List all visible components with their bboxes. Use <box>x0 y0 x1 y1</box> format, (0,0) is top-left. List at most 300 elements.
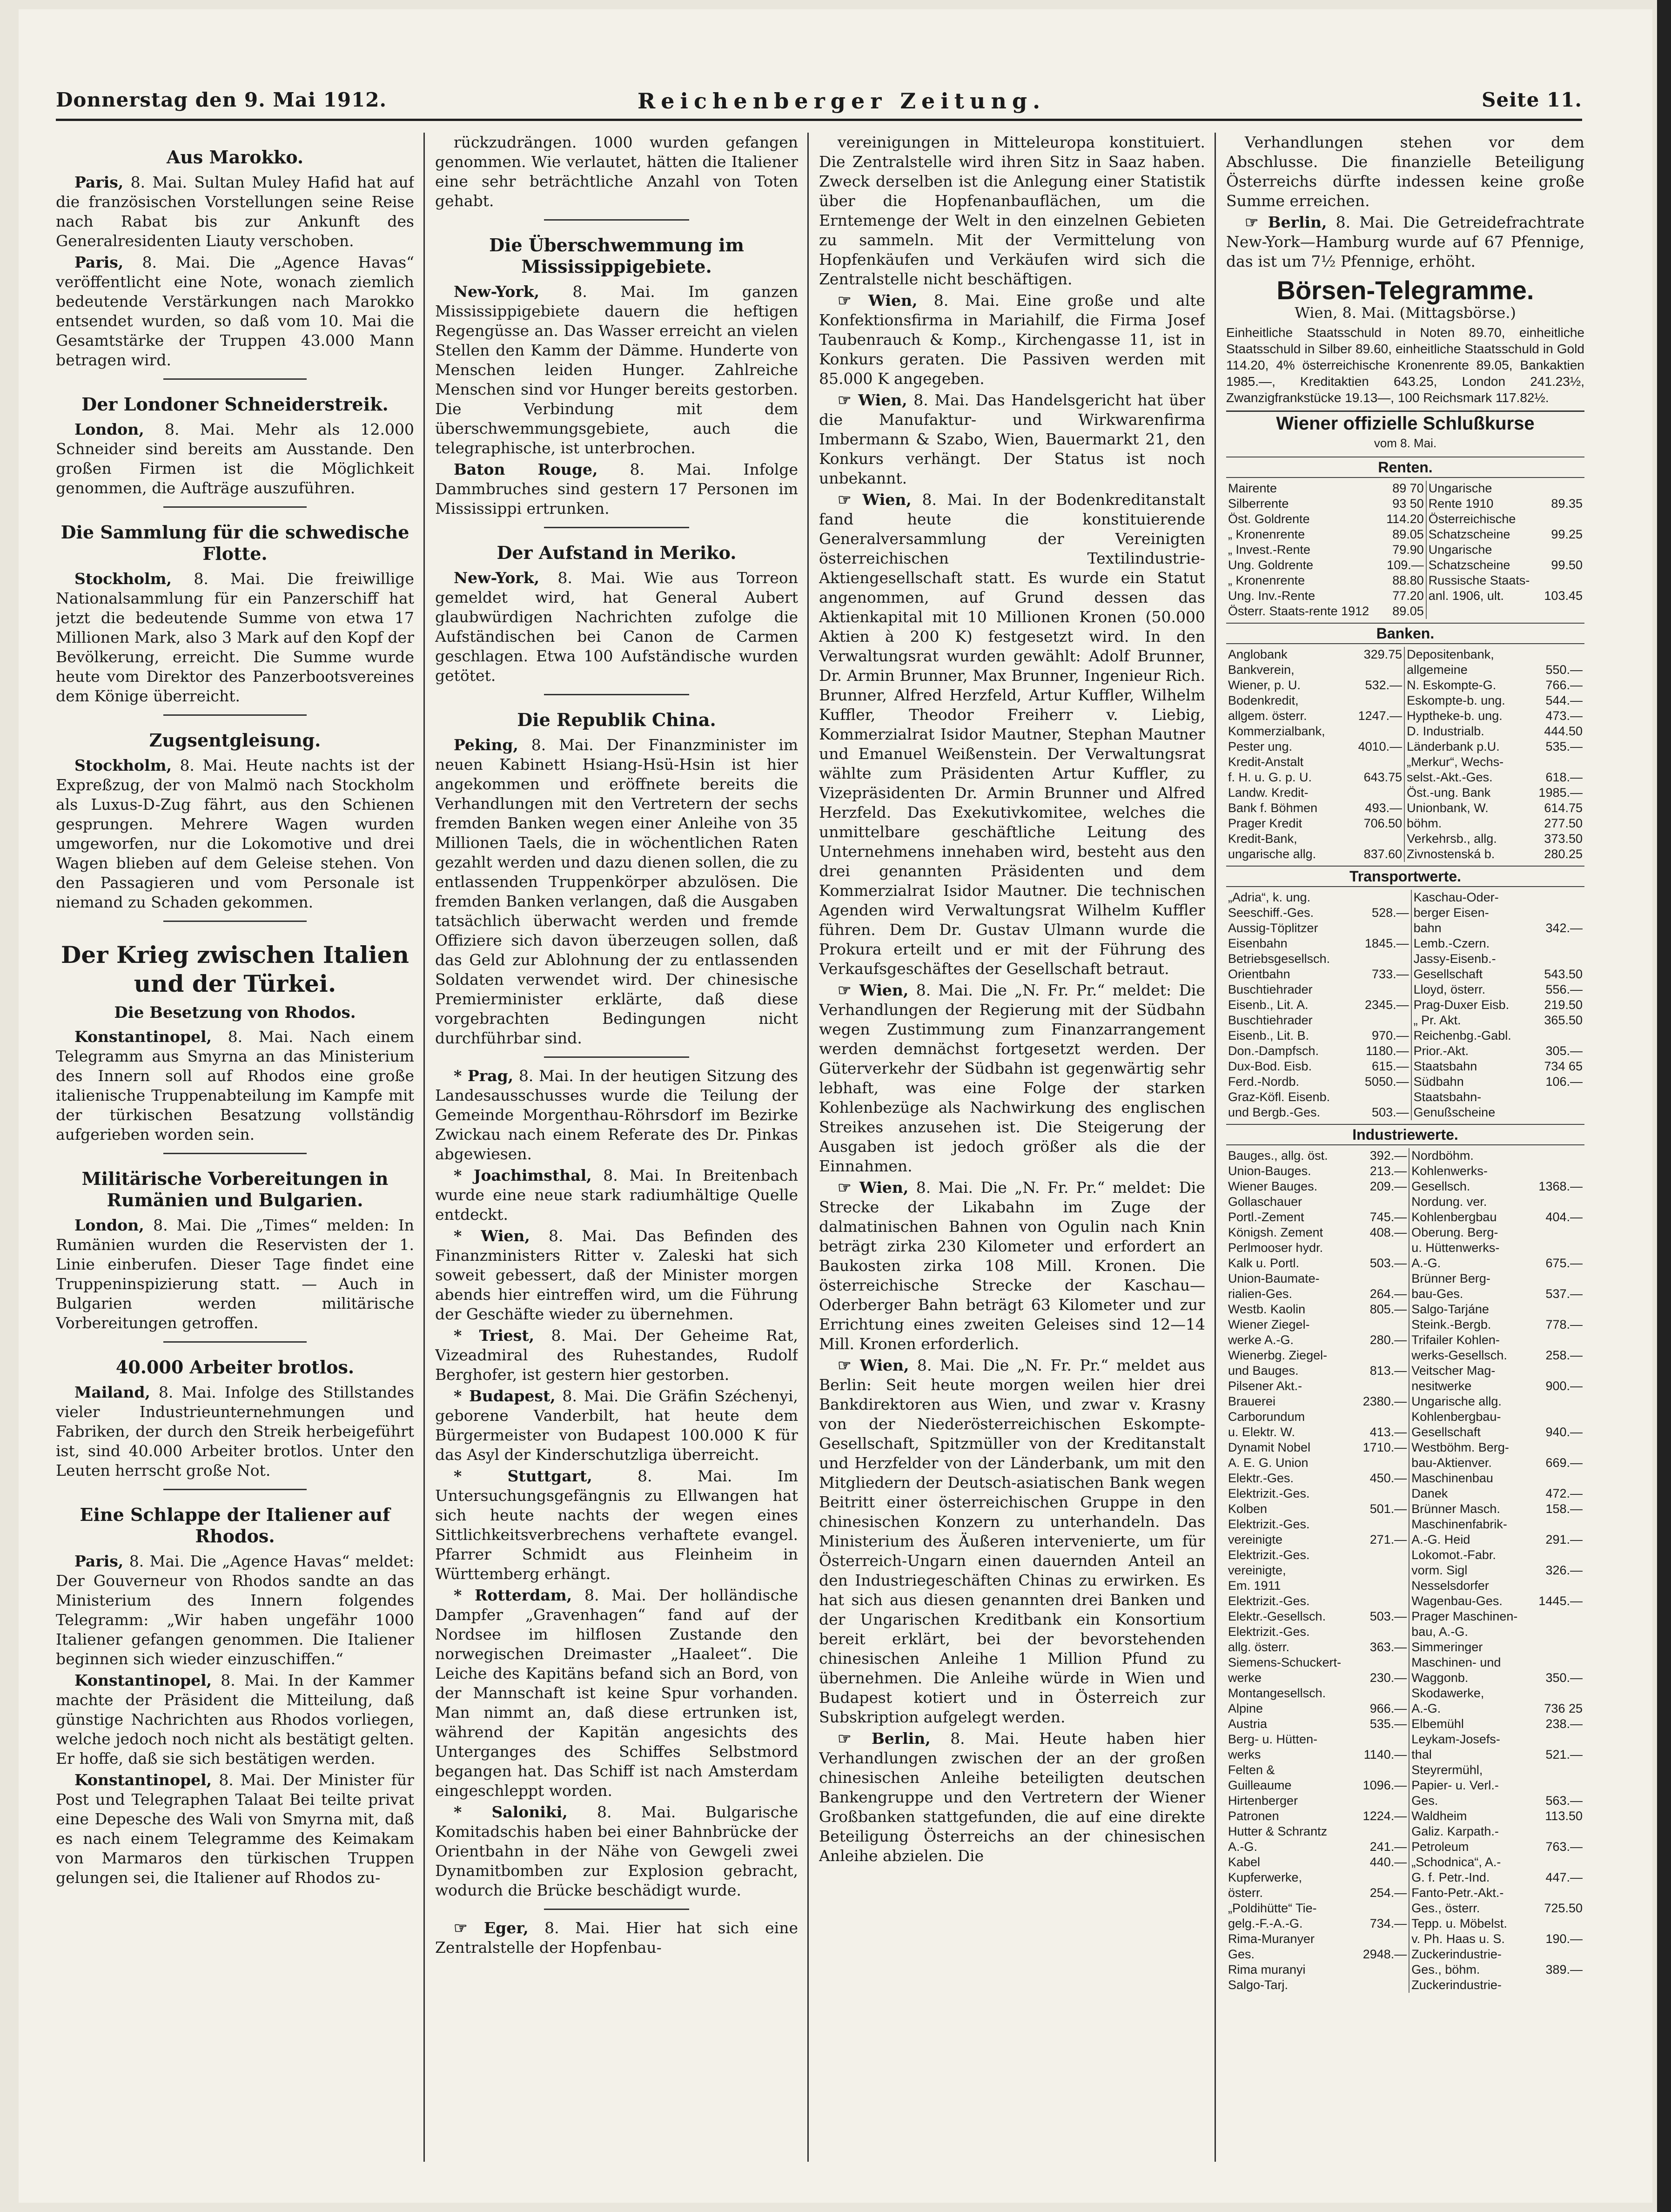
article-paragraph <box>435 1802 798 1900</box>
security-name: Schatzscheine <box>1428 558 1510 572</box>
quote-row <box>1226 527 1584 542</box>
security-name: werke <box>1228 1671 1262 1685</box>
security-price: 503.— <box>1353 1105 1411 1120</box>
security-name: Kupferwerke, <box>1228 1870 1302 1884</box>
security-price: 501.— <box>1356 1501 1409 1517</box>
security-name: Landw. Kredit- <box>1228 786 1309 800</box>
dateline: * Prag, <box>454 1067 514 1085</box>
security-name: Galiz. Karpath.- <box>1411 1824 1499 1838</box>
quote-row <box>1226 1855 1584 1870</box>
quote-row <box>1226 890 1584 905</box>
security-price <box>1356 1977 1409 1993</box>
security-name: vereinigte, <box>1228 1563 1286 1577</box>
article-headline: 40.000 Arbeiter brotlos. <box>115 1357 355 1378</box>
dateline: ☞ Wien, <box>838 491 912 509</box>
security-price <box>1356 1732 1409 1747</box>
security-price: 365.50 <box>1544 1013 1583 1027</box>
dateline: * Triest, <box>454 1326 535 1345</box>
security-name: werke A.-G. <box>1228 1333 1294 1347</box>
security-name: Eisenb., Lit. B. <box>1228 1029 1309 1042</box>
security-name: Ung. Goldrente <box>1228 558 1314 572</box>
quote-row <box>1226 1686 1584 1701</box>
dateline: ☞ Wien, <box>838 291 918 309</box>
security-name: werks-Gesellsch. <box>1411 1348 1507 1362</box>
security-name: Zuckerindustrie- <box>1411 1978 1502 1992</box>
article-paragraph <box>819 981 1205 1176</box>
dateline: * Wien, <box>454 1227 530 1245</box>
security-name: Mairente <box>1228 481 1277 495</box>
page-number: Seite 11. <box>1482 88 1582 111</box>
quote-section-title: Industriewerte. <box>1226 1124 1584 1145</box>
security-price <box>1347 724 1404 739</box>
security-price <box>1531 1762 1584 1778</box>
quote-row <box>1226 1074 1584 1089</box>
security-name: österr. <box>1228 1886 1263 1900</box>
quote-row <box>1226 1271 1584 1286</box>
security-price: 113.50 <box>1545 1809 1583 1823</box>
article-text: 8. Mai. Die Getreidefrachtrate New-York—Hamburg wurde auf 67 Pfennige, das ist um 7½ Pfennige, erhöht. <box>1226 213 1584 270</box>
security-price <box>1534 951 1584 967</box>
dateline: Peking, <box>454 736 518 754</box>
column-3 <box>819 133 1205 2171</box>
quote-row <box>1226 1793 1584 1809</box>
article-separator <box>544 1056 689 1058</box>
security-name: Staatsbahn- <box>1413 1090 1482 1104</box>
security-name: Skodawerke, <box>1411 1686 1484 1700</box>
column-rule <box>423 133 425 2162</box>
security-name: Salgo-Tarjáne <box>1411 1302 1489 1316</box>
security-name: Wiener Ziegel- <box>1228 1318 1310 1331</box>
security-name: Pester ung. <box>1228 740 1293 753</box>
article-text: 8. Mai. Das Handelsgericht hat über die Manufaktur- und Wirkwarenfirma Imbermann & Szabo, Wien, Bauermarkt 21, den Konkurs verhängt. Der Status ist noch unbekannt. <box>819 391 1205 487</box>
quote-row <box>1226 1302 1584 1317</box>
security-price: 521.— <box>1545 1748 1583 1762</box>
security-price: 1140.— <box>1356 1747 1409 1762</box>
security-name: Öst.-ung. Bank <box>1407 786 1491 800</box>
security-name: Maschinen- und <box>1411 1655 1501 1669</box>
security-name: Kredit-Bank, <box>1228 832 1297 846</box>
article-headline: Die Sammlung für die schwedische Flotte. <box>60 522 409 564</box>
article-text: 8. Mai. Sultan Muley Hafid hat auf die französischen Vorstellungen seine Reise nach Rabat bis zur Ankunft des Generalresidenten Liauty verschoben. <box>56 173 414 250</box>
article-paragraph <box>435 1166 798 1224</box>
quote-row <box>1226 1043 1584 1059</box>
quote-row <box>1226 921 1584 936</box>
security-price: 766.— <box>1545 678 1583 692</box>
quote-row <box>1226 982 1584 997</box>
security-name: Unionbank, W. <box>1407 801 1489 815</box>
security-price: 329.75 <box>1347 647 1404 662</box>
security-name: Kohlenwerks- <box>1411 1164 1488 1178</box>
security-price: 271.— <box>1356 1532 1409 1547</box>
security-name: Jassy-Eisenb.- <box>1413 952 1496 966</box>
security-price: 618.— <box>1545 770 1583 784</box>
security-price <box>1531 1517 1584 1532</box>
quote-row <box>1226 1947 1584 1962</box>
security-name: Bauges., allg. öst. <box>1228 1149 1328 1163</box>
security-name: Ungarische <box>1428 481 1492 495</box>
security-price: 326.— <box>1545 1563 1583 1577</box>
security-name: Steink.-Bergb. <box>1411 1318 1491 1331</box>
security-name: Wienerbg. Ziegel- <box>1228 1348 1328 1362</box>
security-name: Gesellsch. <box>1411 1179 1470 1193</box>
quote-table <box>1226 481 1584 619</box>
quote-row <box>1226 1240 1584 1256</box>
security-name: Nesselsdorfer <box>1411 1579 1489 1593</box>
article-text: 8. Mai. Die freiwillige Nationalsammlung für ein Panzerschiff hat jetzt die bedeutende Summe von etwa 17 Millionen Mark, also 3 Mark auf den Kopf der Bevölkerung, erreicht. Die Summe wurde heute vom Direktor des Panzerbootsvereines dem Könige überreicht. <box>56 570 414 705</box>
column-4 <box>1226 133 1584 2171</box>
security-price: 447.— <box>1545 1870 1583 1884</box>
security-price: 725.50 <box>1544 1901 1583 1915</box>
security-price <box>1356 1547 1409 1563</box>
dateline: ☞ Eger, <box>454 1919 529 1937</box>
security-name: Ferd.-Nordb. <box>1228 1075 1300 1089</box>
quote-row <box>1226 1762 1584 1778</box>
quote-row <box>1226 496 1584 511</box>
dateline: ☞ Berlin, <box>1245 213 1327 231</box>
article-paragraph <box>435 1066 798 1164</box>
security-price: 1445.— <box>1538 1594 1583 1608</box>
security-name: Portl.-Zement <box>1228 1210 1304 1224</box>
quote-row <box>1226 1013 1584 1028</box>
quote-row <box>1226 1455 1584 1471</box>
quote-row <box>1226 1179 1584 1194</box>
article-separator <box>163 506 307 508</box>
article-paragraph <box>819 490 1205 979</box>
security-name: Silberrente <box>1228 497 1289 511</box>
security-name: Gollaschauer <box>1228 1195 1302 1209</box>
quote-row <box>1226 1547 1584 1563</box>
security-price: 1247.— <box>1347 708 1404 724</box>
security-price: 544.— <box>1545 693 1583 707</box>
article-text: 8. Mai. Der holländische Dampfer „Gravenhagen“ fand auf der Nordsee im hilflosen Zustande den norwegischen Dreimaster „Haaleet“. Die Leiche des Kapitäns befand sich an Bord, von der Mannschaft ist keine Spur vorhanden. Man nimmt an, daß diese ertrunken ist, während der Kapitän angesichts des Unterganges des Schiffes Selbstmord begangen hat. Das Schiff ist nach Amsterdam eingeschleppt worden. <box>435 1586 798 1800</box>
security-price: 114.20 <box>1382 511 1426 527</box>
security-name: anl. 1906, ult. <box>1428 589 1504 603</box>
security-name: v. Ph. Haas u. S. <box>1411 1932 1505 1946</box>
security-name: Prager Kredit <box>1228 816 1302 830</box>
quote-row <box>1226 1839 1584 1855</box>
quote-row <box>1226 1517 1584 1532</box>
security-price: 543.50 <box>1544 967 1583 981</box>
quote-table <box>1226 647 1584 862</box>
security-name: und Bergb.-Ges. <box>1228 1105 1321 1119</box>
security-name: berger Eisen- <box>1413 906 1489 920</box>
article-paragraph <box>435 568 798 686</box>
security-name: Reichenbg.-Gabl. <box>1413 1029 1511 1042</box>
article-separator <box>544 219 689 221</box>
quote-row <box>1226 693 1584 708</box>
security-price: 363.— <box>1356 1640 1409 1655</box>
security-name: Prag-Duxer Eisb. <box>1413 998 1510 1012</box>
article-paragraph <box>56 569 414 706</box>
security-name: Nordung. ver. <box>1411 1195 1487 1209</box>
security-price <box>1347 831 1404 847</box>
security-name: Verkehrsb., allg. <box>1407 832 1497 846</box>
quote-sections <box>1226 457 1584 1993</box>
quote-row <box>1226 967 1584 982</box>
security-name: Berg- u. Hütten- <box>1228 1732 1318 1746</box>
quote-row <box>1226 1394 1584 1409</box>
security-name: Leykam-Josefs- <box>1411 1732 1500 1746</box>
security-name: Union-Bauges. <box>1228 1164 1311 1178</box>
security-name: Rima muranyi <box>1228 1963 1306 1977</box>
security-price: 1368.— <box>1538 1179 1583 1193</box>
article-text: 8. Mai. Nach einem Telegramm aus Smyrna an das Ministerium des Innern soll auf Rhodos eine große italienische Truppenabteilung im Kampfe mit der türkischen Besatzung vollständig aufgerieben worden sein. <box>56 1028 414 1143</box>
quote-row <box>1226 1163 1584 1179</box>
article-paragraph <box>819 390 1205 488</box>
security-name: allg. österr. <box>1228 1640 1290 1654</box>
security-price: 970.— <box>1353 1028 1411 1043</box>
security-name: Öst. Goldrente <box>1228 512 1310 526</box>
article-headline: Aus Marokko. <box>166 147 304 168</box>
quote-row <box>1226 604 1584 619</box>
security-name: Wiener, p. U. <box>1228 678 1301 692</box>
security-price: 79.90 <box>1382 542 1426 558</box>
security-name: Dux-Bod. Eisb. <box>1228 1059 1312 1073</box>
article-text: 8. Mai. Der Finanzminister im neuen Kabinett Hsiang-Hsü-Hsin ist hier angekommen und eröffnete bereits die Verhandlungen mit den Vertretern der sechs fremden Banken wegen einer Anleihe von 35 Millionen Taels, die in wöchentlichen Raten gezahlt werden und dazu dienen sollen, die zu entlassenden Truppenkörper abzulösen. Die fremden Banken verlangen, daß die Ausgaben tatsächlich überwacht werden und fremde Offiziere sich davon überzeugen sollen, daß das Geld zur Ablohnung der zu entlassenden Soldaten verwendet wird. Der chinesische Premierminister erklärte, daß diese vorgebrachten Bedingungen nicht durchführbar sind. <box>435 736 798 1047</box>
article-text: 8. Mai. Hier hat sich eine Zentralstelle der Hopfenbau- <box>435 1919 798 1957</box>
security-price <box>1353 982 1411 997</box>
security-price <box>1531 1332 1584 1348</box>
quote-row <box>1226 1317 1584 1332</box>
security-name: böhm. <box>1407 816 1442 830</box>
security-name: bau-Ges. <box>1411 1287 1463 1301</box>
column-rule <box>807 133 809 2162</box>
quote-row <box>1226 1332 1584 1348</box>
security-price <box>1356 1409 1409 1425</box>
article-separator <box>163 1153 307 1154</box>
security-price <box>1347 693 1404 708</box>
quote-section-title: Banken. <box>1226 623 1584 644</box>
security-price <box>1347 662 1404 678</box>
security-price <box>1531 1655 1584 1670</box>
quote-row <box>1226 1716 1584 1732</box>
security-name: Elektrizit.-Ges. <box>1228 1548 1310 1562</box>
quote-row <box>1226 1809 1584 1824</box>
quote-row <box>1226 770 1584 785</box>
article-paragraph <box>435 460 798 518</box>
quote-row <box>1226 1563 1584 1578</box>
article-text: 8. Mai. Die „Times“ melden: In Rumänien wurden die Reservisten der 1. Linie einberufen. Dieser Tage findet eine Truppeninspizierung statt. — Auch in Bulgarien werden militärische Vorbereitungen getroffen. <box>56 1216 414 1332</box>
security-price <box>1531 1440 1584 1455</box>
security-price: 264.— <box>1356 1286 1409 1302</box>
security-name: Lokomot.-Fabr. <box>1411 1548 1496 1562</box>
security-name: „Adria“, k. ung. <box>1228 890 1311 904</box>
security-price: 277.50 <box>1544 816 1583 830</box>
article-paragraph <box>56 1770 414 1888</box>
security-price: 550.— <box>1545 663 1583 677</box>
article-headline: Die Überschwemmung im Mississippigebiete. <box>489 235 744 277</box>
article-paragraph <box>435 1226 798 1324</box>
security-name: Petroleum <box>1411 1840 1469 1854</box>
quote-row <box>1226 800 1584 816</box>
security-name: Kredit-Anstalt <box>1228 755 1304 769</box>
security-price <box>1356 1686 1409 1701</box>
security-price: 643.75 <box>1347 770 1404 785</box>
security-price: 89.35 <box>1551 497 1583 511</box>
security-price <box>1356 1378 1409 1394</box>
article-text: 8. Mai. Die „N. Fr. Pr.“ meldet: Die Verhandlungen der Regierung mit der Südbahn wegen Zustimmung zum Finanzarrangement werden demnächst fortgesetzt werden. Der Güterverkehr der Südbahn ist gegenwärtig sehr lebhaft, was eine Folge der starken Kohlenbezüge als Nachwirkung des englischen Streikes anzusehen ist. Die Steigerung der Ausgaben ist jedoch größer als die der Einnahmen. <box>819 981 1205 1175</box>
quote-row <box>1226 1256 1584 1271</box>
security-price: 5050.— <box>1353 1074 1411 1089</box>
security-price: 537.— <box>1545 1287 1583 1301</box>
security-name: „Poldihütte“ Tie- <box>1228 1901 1317 1915</box>
quote-row <box>1226 1977 1584 1993</box>
security-price <box>1531 1163 1584 1179</box>
dateline: ☞ Wien, <box>838 1178 909 1197</box>
security-name: Ungarische <box>1428 543 1492 557</box>
quote-row <box>1226 739 1584 754</box>
security-price: 230.— <box>1356 1670 1409 1686</box>
security-price: 2948.— <box>1356 1947 1409 1962</box>
article-paragraph <box>819 1729 1205 1866</box>
security-name: Buschtiehrader <box>1228 982 1313 996</box>
security-price: 389.— <box>1545 1963 1583 1977</box>
security-price: 280.— <box>1356 1332 1409 1348</box>
security-price: 440.— <box>1356 1855 1409 1870</box>
security-name: Orientbahn <box>1228 967 1290 981</box>
quote-row <box>1226 1363 1584 1378</box>
security-name: Montangesellsch. <box>1228 1686 1326 1700</box>
security-price <box>1531 1302 1584 1317</box>
security-name: Brünner Masch. <box>1411 1502 1500 1516</box>
article-paragraph <box>56 756 414 912</box>
dateline: * Saloniki, <box>454 1803 568 1821</box>
security-name: ungarische allg. <box>1228 847 1316 861</box>
security-name: Lemb.-Czern. <box>1413 936 1490 950</box>
security-name: Siemens-Schuckert- <box>1228 1655 1342 1669</box>
security-price: 778.— <box>1545 1318 1583 1331</box>
quote-row <box>1226 1593 1584 1609</box>
security-name: Pilsener Akt.- <box>1228 1379 1302 1393</box>
security-price: 342.— <box>1545 921 1583 935</box>
security-name: Ges., österr. <box>1411 1901 1480 1915</box>
security-price <box>1353 921 1411 936</box>
dateline: Mailand, <box>74 1383 150 1401</box>
column-rule <box>1215 133 1216 2162</box>
security-price <box>1356 1931 1409 1947</box>
security-price: 305.— <box>1545 1044 1583 1058</box>
security-name: Rente 1910 <box>1428 497 1494 511</box>
section-headline: Der Krieg zwischen Italien und der Türkei. <box>61 941 409 997</box>
security-price: 900.— <box>1545 1379 1583 1393</box>
article-text: 8. Mai. Die „N. Fr. Pr.“ meldet: Die Strecke der Likabahn im Zuge der dalmatinischen Bahnen von Ogulin nach Knin beträgt zirka 230 Kilometer und erfordert an Baukosten zirka 108 Mill. Kronen. Die österreichische Strecke der Kaschau—Oderberger Bahn beträgt 63 Kilometer und zur Errichtung eines zweiten Geleises sind 12—14 Mill. Kronen erforderlich. <box>819 1178 1205 1353</box>
dateline: ☞ Wien, <box>838 391 907 409</box>
article-paragraph <box>819 291 1205 389</box>
article-text: 8. Mai. Im ganzen Mississippigebiete dauern die heftigen Regengüsse an. Das Wasser erreicht an vielen Stellen den Kamm der Dämme. Hunderte von Menschen leiden Hunger. Zahlreiche Menschen sind vor Hunger bereits gestorben. Die Verbindung mit dem überschwemmungsgebiete, auch die telegraphische, ist unterbrochen. <box>435 282 798 457</box>
security-price <box>1527 647 1584 662</box>
security-name: bau, A.-G. <box>1411 1625 1468 1639</box>
security-name: Österreichische <box>1428 512 1516 526</box>
security-price <box>1534 936 1584 951</box>
security-price <box>1531 1885 1584 1901</box>
security-name: Ges. <box>1411 1794 1438 1808</box>
quote-row <box>1226 708 1584 724</box>
security-price: 614.75 <box>1544 801 1583 815</box>
security-price: 109.— <box>1382 558 1426 573</box>
dateline: New-York, <box>454 569 540 587</box>
security-name: A.-G. Heid <box>1411 1533 1470 1546</box>
quote-row <box>1226 1931 1584 1947</box>
security-price <box>1531 1225 1584 1240</box>
article-text: 8. Mai. Wie aus Torreon gemeldet wird, hat General Aubert glaubwürdigen Nachrichten zufolge die Aufständischen bei Canon de Carmen geschlagen. Etwa 100 Aufständische wurden getötet. <box>435 569 798 685</box>
article-text: 8. Mai. Im Untersuchungsgefängnis zu Ellwangen hat sich heute nachts der wegen eines Sittlichkeitsverbrechens verhaftete evangel. Pfarrer Schmidt aus Fleinheim in Württemberg erhängt. <box>435 1467 798 1583</box>
newspaper-title: Reichenberger Zeitung. <box>638 88 1046 114</box>
stock-telegrams-title: Börsen-Telegramme. <box>1276 276 1534 305</box>
security-price: 675.— <box>1545 1256 1583 1270</box>
quote-row <box>1226 1348 1584 1363</box>
article-separator <box>163 1489 307 1490</box>
security-name: Gesellschaft <box>1413 967 1483 981</box>
quote-row <box>1226 1089 1584 1105</box>
security-name: Schatzscheine <box>1428 527 1510 541</box>
quote-row <box>1226 1501 1584 1517</box>
security-price: 213.— <box>1356 1163 1409 1179</box>
security-name: Oberung. Berg- <box>1411 1225 1498 1239</box>
quote-row <box>1226 1148 1584 1163</box>
security-name: Wagenbau-Ges. <box>1411 1594 1503 1608</box>
article-paragraph <box>435 1386 798 1465</box>
security-price: 254.— <box>1356 1885 1409 1901</box>
quote-row <box>1226 481 1584 496</box>
security-price: 99.50 <box>1551 558 1583 572</box>
scan-edge <box>1657 0 1671 2212</box>
security-price <box>1356 1317 1409 1332</box>
security-name: Dynamit Nobel <box>1228 1440 1311 1454</box>
security-name: Zuckerindustrie- <box>1411 1947 1502 1961</box>
security-name: Österr. Staats-rente 1912 <box>1228 604 1369 618</box>
security-name: Westböhm. Berg- <box>1411 1440 1509 1454</box>
security-price: 503.— <box>1356 1609 1409 1624</box>
dateline: Stockholm, <box>74 570 172 588</box>
security-price <box>1353 951 1411 967</box>
security-name: Staatsbahn <box>1413 1059 1477 1073</box>
article-text: 8. Mai. Die Gräfin Széchenyi, geborene Vanderbilt, hat heute dem Bürgermeister von Budapest 100.000 K für das Asyl der Kinderschutzliga überreicht. <box>435 1387 798 1464</box>
quote-row <box>1226 905 1584 921</box>
security-price <box>1356 1486 1409 1501</box>
security-price <box>1531 1916 1584 1931</box>
security-price: 219.50 <box>1544 998 1583 1012</box>
security-price: 733.— <box>1353 967 1411 982</box>
quote-row <box>1226 1624 1584 1640</box>
dateline: Stockholm, <box>74 756 172 774</box>
article-headline: Der Aufstand in Meriko. <box>497 542 737 563</box>
security-name: Eisenbahn <box>1228 936 1288 950</box>
security-name: Tepp. u. Möbelst. <box>1411 1916 1507 1930</box>
security-price <box>1531 1409 1584 1425</box>
dateline: * Rotterdam, <box>454 1586 572 1604</box>
security-name: Em. 1911 <box>1228 1579 1281 1593</box>
security-name: Betriebsgesellsch. <box>1228 952 1330 966</box>
security-name: Elektrizit.-Ges. <box>1228 1625 1310 1639</box>
security-name: Kommerzialbank, <box>1228 724 1325 738</box>
security-name: Zivnostenská b. <box>1407 847 1495 861</box>
security-price: 93 50 <box>1382 496 1426 511</box>
security-name: Ges. <box>1228 1947 1255 1961</box>
security-price <box>1531 1947 1584 1962</box>
dateline: London, <box>74 1216 144 1234</box>
quote-row <box>1226 816 1584 831</box>
quote-row <box>1226 511 1584 527</box>
security-name: Länderbank p.U. <box>1407 740 1500 753</box>
security-price: 1180.— <box>1353 1043 1411 1059</box>
article-paragraph <box>435 133 798 211</box>
security-name: Anglobank <box>1228 647 1288 661</box>
security-price: 413.— <box>1356 1425 1409 1440</box>
security-name: „Schodnica“, A.- <box>1411 1855 1501 1869</box>
security-name: Genußscheine <box>1413 1105 1496 1119</box>
security-name: A.-G. <box>1411 1701 1441 1715</box>
dateline: New-York, <box>454 282 540 301</box>
